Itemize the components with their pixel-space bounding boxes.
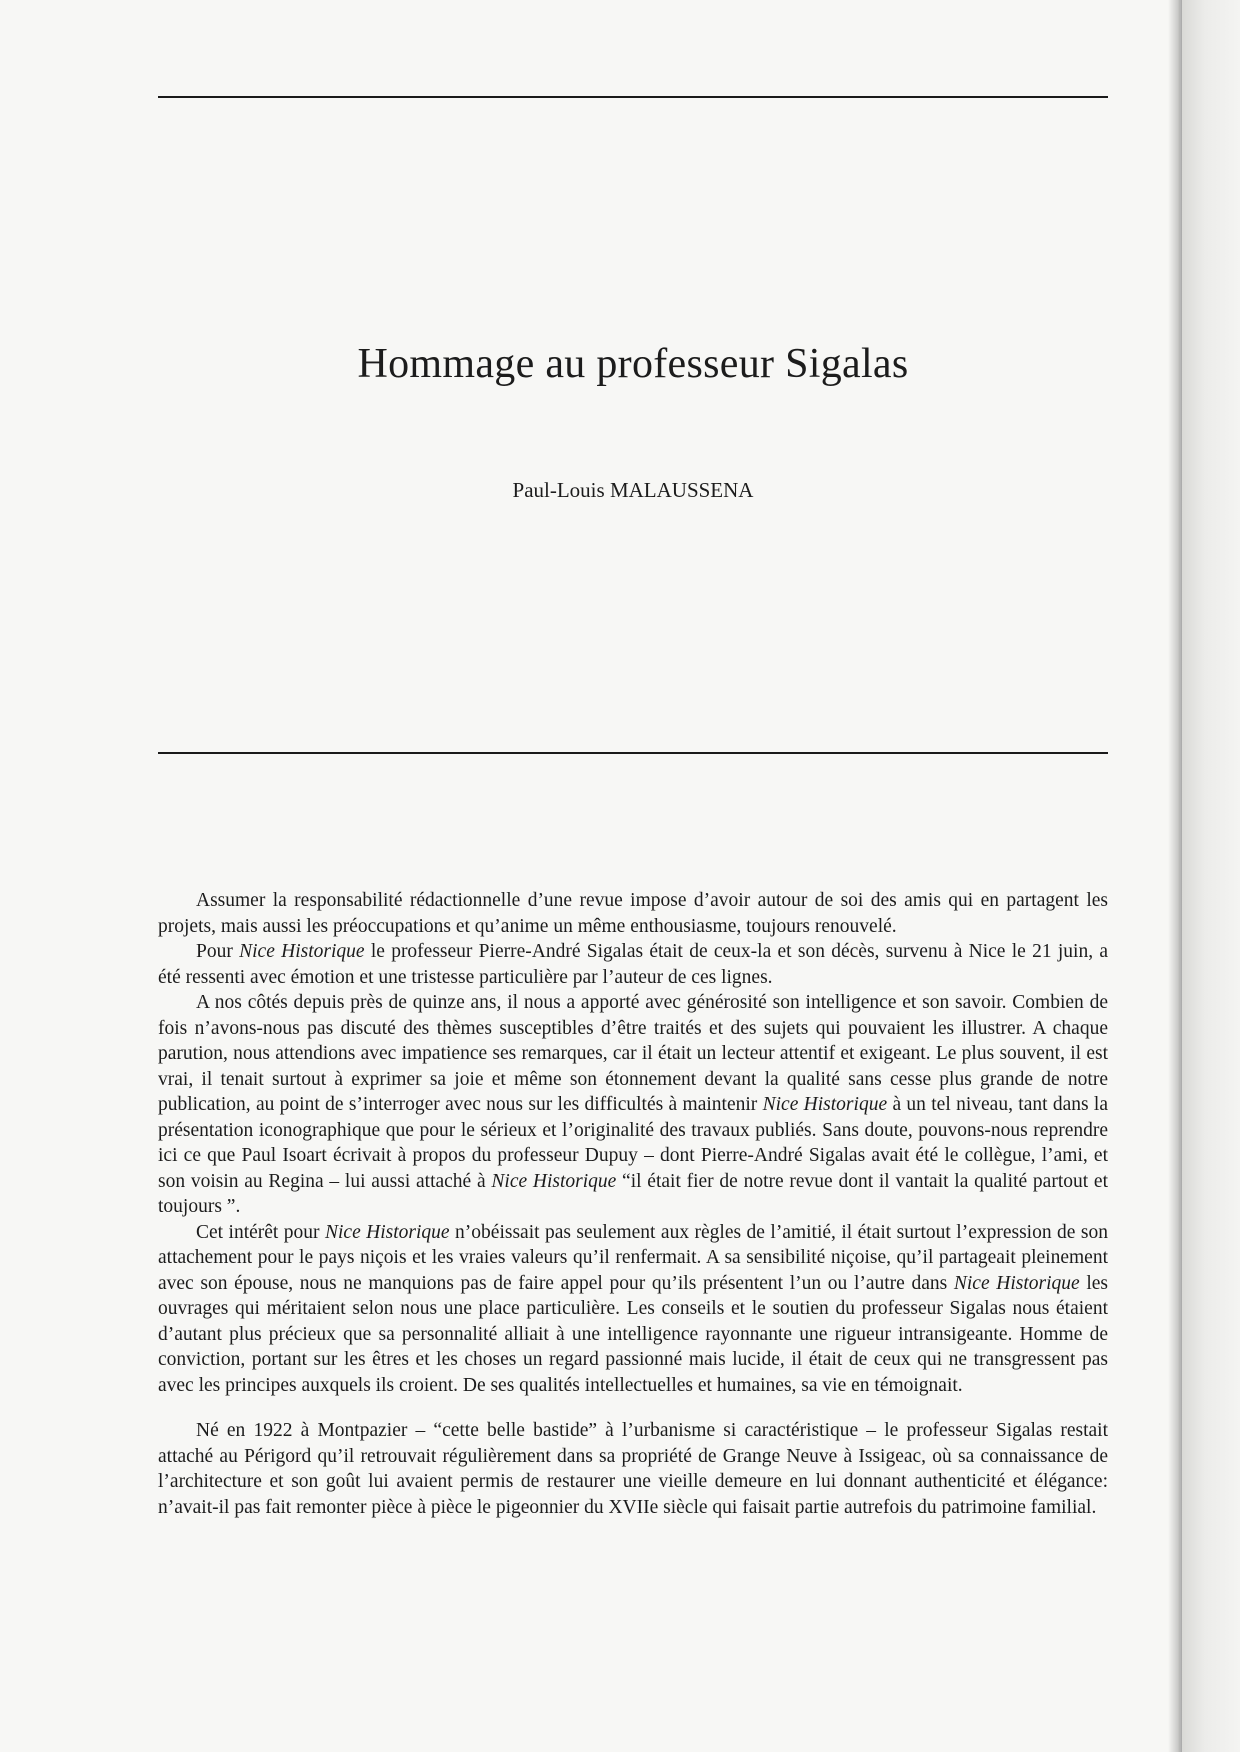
paragraph-text: Pour (196, 941, 240, 962)
section-rule (158, 752, 1108, 754)
journal-name: Nice Historique (239, 941, 365, 962)
journal-name: Nice Historique (491, 1170, 617, 1192)
paragraph-text: Cet intérêt pour (196, 1221, 325, 1243)
paragraph-3 (158, 990, 1108, 1220)
paragraph-text: à un tel niveau, tant dans la présentation iconographique que pour le sérieux et l’originalité des travaux publiés. Sans doute, pouvons-nous reprendre ici ce que Paul Isoart écrivait à propos du professeur Dupuy – dont Pierre-André Sigalas avait été le collègue, l’ami, et son voisin au Regina – lui aussi attaché à (158, 1094, 1109, 1192)
paragraph-2 (158, 939, 1108, 990)
paragraph-text: les ouvrages qui méritaient selon nous une place particulière. Les conseils et le soutien du professeur Sigalas nous étaient d’autant plus précieux que sa personnalité alliait à une intelligence rayonnante une rigueur intransigeante. Homme de conviction, portant sur les êtres et les choses un regard passionné mais lucide, il était de ceux qui ne transgressent pas avec les principes auxquels ils croient. De ses qualités intellectuelles et humaines, sa vie en témoignait. (158, 1272, 1108, 1396)
paragraph-4 (158, 1220, 1108, 1399)
paragraph-text: le professeur Pierre-André Sigalas était de ceux-la et son décès, survenu à Nice le 21 juin, a été ressenti avec émotion et une tristesse particulière par l’auteur de ces lignes. (158, 941, 1109, 988)
article-author: Paul-Louis MALAUSSENA (512, 478, 754, 502)
paragraph-1 (158, 888, 1108, 939)
paragraph-text: “il était fier de notre revue dont il vantait la qualité partout et toujours ”. (158, 1170, 1108, 1217)
article-body (158, 888, 1108, 1520)
journal-name: Nice Historique (324, 1221, 450, 1243)
article-title: Hommage au professeur Sigalas (357, 341, 909, 387)
page-gutter-shadow (1168, 0, 1182, 1752)
journal-name: Nice Historique (762, 1094, 888, 1115)
paragraph-text: Né en 1922 à Montpazier – “cette belle bastide” à l’urbanisme si caractéristique – le professeur Sigalas restait attaché au Périgord qu’il retrouvait régulièrement dans sa propriété de Grange Neuve à Issigeac, où sa connaissance de l’architecture et son goût lui avaient permis de restaurer une vieille demeure en lui donnant authenticité et élégance: n’avait-il pas fait remonter pièce à pièce le pigeonnier du XVIIe siècle qui faisait partie autrefois du patrimoine familial. (158, 1420, 1108, 1518)
paragraph-5 (158, 1418, 1108, 1520)
paragraph-text: n’obéissait pas seulement aux règles de l’amitié, il était surtout l’expression de son attachement pour le pays niçois et les vraies valeurs qu’il renfermait. A sa sensibilité niçoise, qu’il partageait pleinement avec son épouse, nous ne manquions pas de faire appel pour qu’ils présentent l’un ou l’autre dans (158, 1221, 1108, 1294)
journal-name: Nice Historique (953, 1272, 1080, 1294)
top-rule (158, 96, 1108, 98)
paragraph-text: Assumer la responsabilité rédactionnelle d’une revue impose d’avoir autour de soi des amis qui en partagent les projets, mais aussi les préoccupations et qu’anime un même enthousiasme, toujours renouvelé. (158, 890, 1108, 937)
paragraph-text: A nos côtés depuis près de quinze ans, il nous a apporté avec générosité son intelligence et son savoir. Combien de fois n’avons-nous pas discuté des thèmes susceptibles d’être traités et des sujets qui pouvaient les illustrer. A chaque parution, nous attendions avec impatience ses remarques, car il était un lecteur attentif et exigeant. Le plus souvent, il est vrai, il tenait surtout à exprimer sa joie et même son étonnement devant la qualité sans cesse plus grande de notre publication, au point de s’interroger avec nous sur les difficultés à maintenir (158, 992, 1108, 1115)
adjacent-page-edge (1182, 0, 1240, 1752)
